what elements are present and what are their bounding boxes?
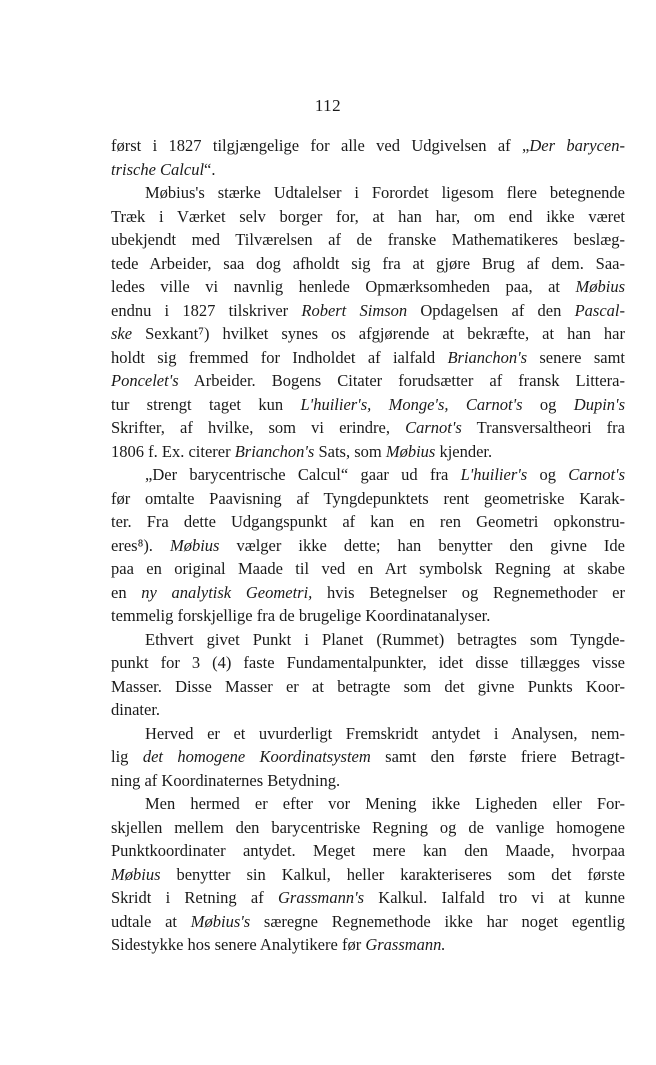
text-segment: kjender. xyxy=(435,441,493,461)
italic-text: Dupin's xyxy=(573,394,625,414)
text-segment: Kalkul. Ialfald tro vi at kunne xyxy=(364,888,625,907)
italic-text: ske xyxy=(111,324,133,343)
text-line xyxy=(111,863,625,887)
italic-text: Der barycen- xyxy=(529,136,625,155)
text-line xyxy=(111,181,625,205)
text-line xyxy=(111,205,625,229)
text-line xyxy=(111,393,625,417)
text-segment: en xyxy=(111,582,142,602)
italic-text: Møbius xyxy=(111,864,161,884)
italic-text: Carnot's xyxy=(568,465,626,484)
text-segment: Skridt i Retning af xyxy=(111,888,278,907)
text-segment: Punktkoordinater antydet. Meget mere kan den Maade, hvorpaa xyxy=(111,841,625,860)
text-line xyxy=(111,416,625,440)
text-line xyxy=(111,581,625,605)
text-line xyxy=(111,228,625,252)
text-segment: Sexkant⁷) hvilket synes os afgjørende at bekræfte, at han har xyxy=(132,324,625,343)
text-line xyxy=(111,675,625,699)
italic-text: Møbius xyxy=(385,441,436,461)
text-line xyxy=(111,369,625,393)
text-line xyxy=(111,463,625,487)
text-segment: 1806 f. Ex. citerer xyxy=(111,441,235,461)
text-segment: og xyxy=(527,465,569,484)
text-line xyxy=(111,698,625,722)
italic-text: ny analytisk Geometri, xyxy=(141,582,313,602)
text-segment: „Der barycentrische Calcul“ gaar ud fra xyxy=(145,465,461,484)
italic-text: Brianchon's xyxy=(234,441,315,461)
text-line xyxy=(111,722,625,746)
text-line xyxy=(111,275,625,299)
text-segment: eres⁸). xyxy=(111,535,170,555)
text-segment: holdt sig fremmed for Indholdet af ialfald xyxy=(111,347,448,367)
italic-text: det homogene Koordinatsystem xyxy=(142,747,371,766)
text-segment: ubekjendt med Tilværelsen af de franske Mathematikeres beslæg- xyxy=(111,230,625,249)
text-segment: samt den første friere Betragt- xyxy=(370,747,625,766)
text-segment: særegne Regnemethode ikke har noget egentlig xyxy=(250,911,625,931)
italic-text: Carnot's xyxy=(405,418,462,437)
text-segment: Opdagelsen af den xyxy=(407,300,575,320)
text-line xyxy=(111,769,625,793)
text-line xyxy=(111,346,625,370)
text-line xyxy=(111,792,625,816)
text-line xyxy=(111,886,625,910)
italic-text: L'huilier's, Monge's, Carnot's xyxy=(300,394,523,414)
text-line xyxy=(111,440,625,464)
text-segment: ter. Fra dette Udgangspunkt af kan en ren Geometri opkonstru- xyxy=(111,512,625,531)
text-line xyxy=(111,534,625,558)
text-line xyxy=(111,252,625,276)
text-line xyxy=(111,299,625,323)
text-line xyxy=(111,651,625,675)
text-segment: tede Arbeider, saa dog afholdt sig fra at gjøre Brug af dem. Saa- xyxy=(111,253,625,273)
italic-text: Grassmann. xyxy=(365,935,446,954)
italic-text: Møbius xyxy=(575,277,625,296)
text-segment: temmelig forskjellige fra de brugelige Koordinatanalyser. xyxy=(111,606,491,625)
text-segment: endnu i 1827 tilskriver xyxy=(111,300,302,320)
text-segment: paa en original Maade til ved en Art symbolsk Regning at skabe xyxy=(111,559,625,578)
italic-text: Robert Simson xyxy=(301,300,408,320)
text-segment: Ethvert givet Punkt i Planet (Rummet) betragtes som Tyngde- xyxy=(145,629,625,649)
text-line xyxy=(111,158,625,182)
text-line xyxy=(111,487,625,511)
italic-text: L'huilier's xyxy=(460,465,528,484)
text-segment: skjellen mellem den barycentriske Regning og de vanlige homogene xyxy=(111,817,625,837)
text-line xyxy=(111,933,625,957)
text-segment: Møbius's stærke Udtalelser i Forordet ligesom flere betegnende xyxy=(145,183,625,202)
text-segment: ledes ville vi navnlig henlede Opmærksomheden paa, at xyxy=(111,277,576,296)
text-segment: hvis Betegnelser og Regnemethoder er xyxy=(312,582,626,602)
text-segment: dinater. xyxy=(111,700,161,719)
text-segment: før omtalte Paavisning af Tyngdepunktets rent geometriske Karak- xyxy=(111,488,625,508)
text-segment: udtale at xyxy=(111,911,191,931)
text-segment: punkt for 3 (4) faste Fundamentalpunkter, idet disse tillægges visse xyxy=(111,653,625,672)
italic-text: trische Calcul xyxy=(111,159,205,179)
text-line xyxy=(111,510,625,534)
text-segment: tur strengt taget kun xyxy=(111,394,301,414)
text-segment: Skrifter, af hvilke, som vi erindre, xyxy=(111,418,406,437)
text-segment: ning af Koordinaternes Betydning. xyxy=(111,770,341,790)
text-segment: Træk i Værket selv borger for, at han har, om end ikke været xyxy=(111,206,625,226)
text-line xyxy=(111,628,625,652)
text-line xyxy=(111,557,625,581)
text-line xyxy=(111,322,625,346)
text-segment: Transversaltheori fra xyxy=(461,418,625,437)
body-text xyxy=(111,134,625,957)
page-number: 112 xyxy=(314,96,342,115)
text-segment: “. xyxy=(204,159,216,179)
italic-text: Poncelet's xyxy=(111,371,179,390)
italic-text: Møbius's xyxy=(190,911,251,931)
text-line xyxy=(111,604,625,628)
italic-text: Grassmann's xyxy=(277,888,365,907)
text-line xyxy=(111,910,625,934)
text-segment: senere samt xyxy=(527,347,625,367)
italic-text: Pascal- xyxy=(574,300,625,320)
text-segment: Men hermed er efter vor Mening ikke Ligheden eller For- xyxy=(145,794,625,813)
text-segment: Arbeider. Bogens Citater forudsætter af fransk Littera- xyxy=(178,371,625,390)
text-segment: Sats, som xyxy=(314,441,386,461)
text-line xyxy=(111,816,625,840)
text-segment: Masser. Disse Masser er at betragte som det givne Punkts Koor- xyxy=(111,676,625,696)
text-segment: vælger ikke dette; han benytter den givne Ide xyxy=(219,535,625,555)
text-segment: Sidestykke hos senere Analytikere før xyxy=(111,935,366,954)
text-line xyxy=(111,745,625,769)
text-line xyxy=(111,839,625,863)
text-segment: først i 1827 tilgjængelige for alle ved Udgivelsen af „ xyxy=(111,136,530,155)
text-segment: lig xyxy=(111,747,143,766)
italic-text: Møbius xyxy=(169,535,220,555)
text-line xyxy=(111,134,625,158)
text-segment: Herved er et uvurderligt Fremskridt antydet i Analysen, nem- xyxy=(145,723,625,743)
text-segment: benytter sin Kalkul, heller karakteriseres som det første xyxy=(160,864,625,884)
text-segment: og xyxy=(522,394,574,414)
italic-text: Brianchon's xyxy=(447,347,528,367)
